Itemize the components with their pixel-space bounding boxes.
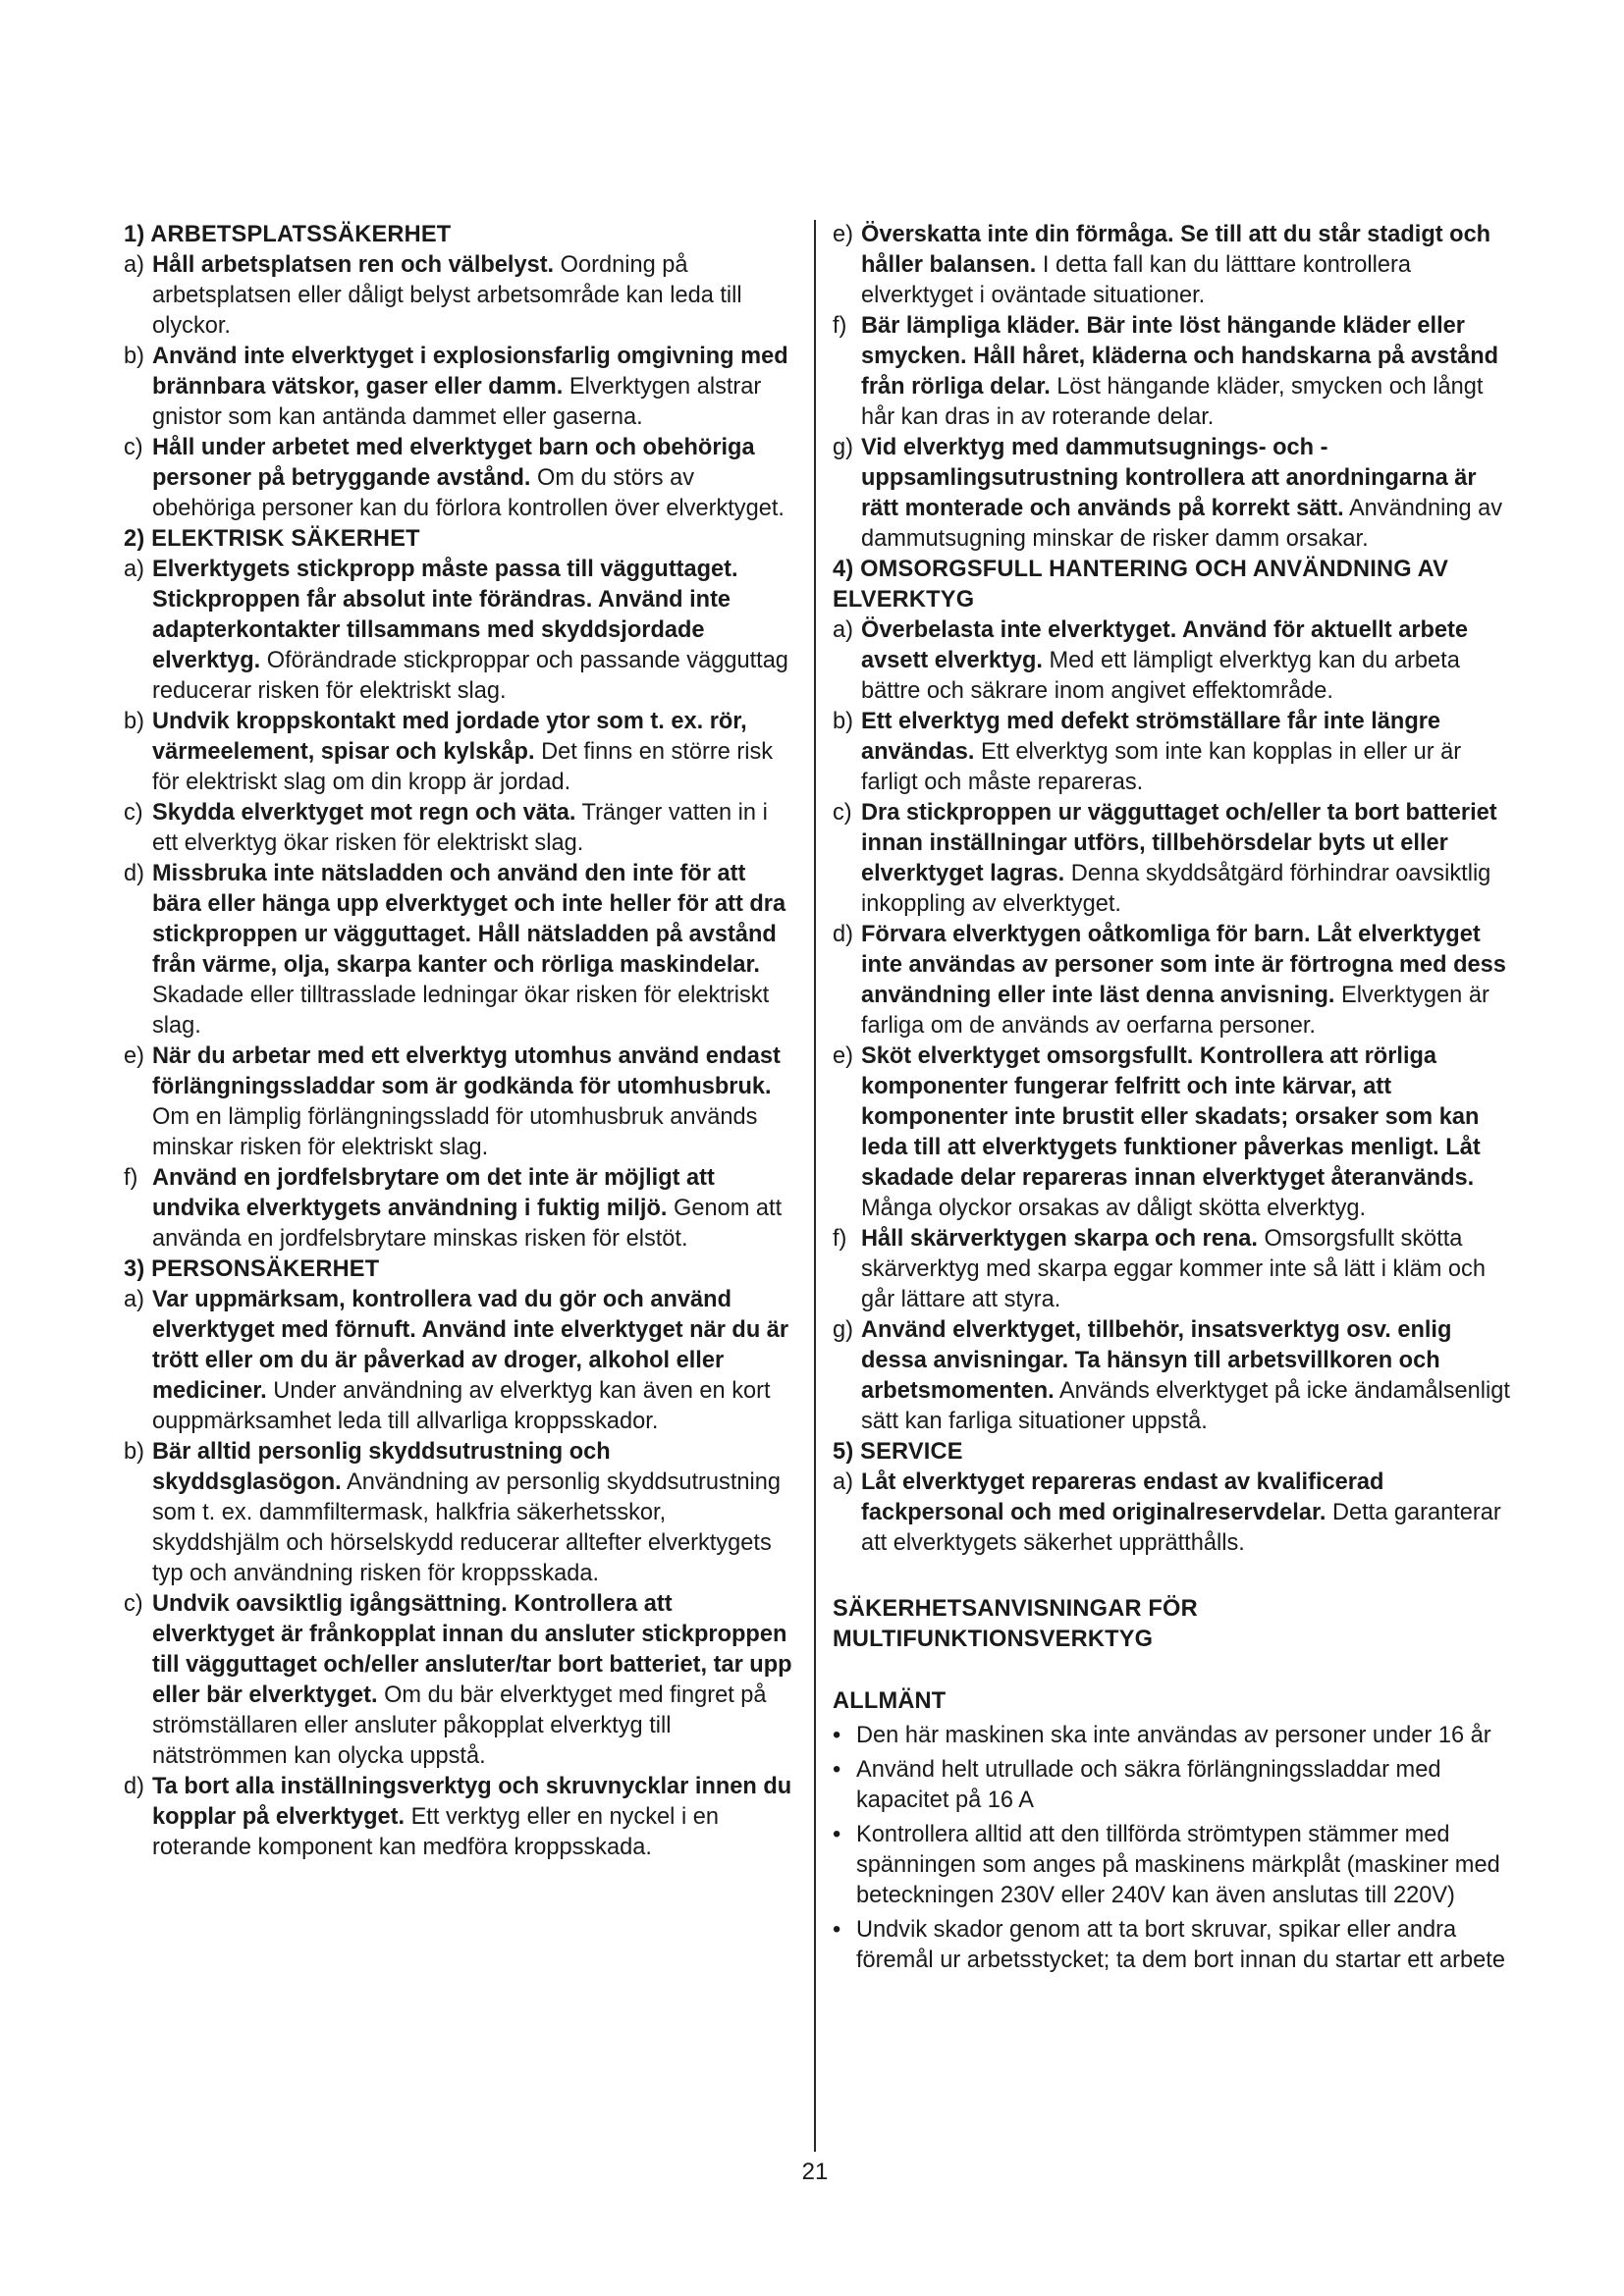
instruction-item bbox=[124, 433, 793, 524]
item-label: a) bbox=[833, 617, 853, 643]
item-body-text: Genom att använda en jordfelsbrytare minskas risken för elstöt. bbox=[152, 1196, 783, 1252]
item-bold-text: Håll arbetsplatsen ren och välbelyst. bbox=[152, 252, 555, 278]
item-bold-text: Använd en jordfelsbrytare om det inte är möjligt att undvika elverktygets användning i fuktig miljö. bbox=[152, 1165, 715, 1221]
item-bold-text: Håll skärverktygen skarpa och rena. bbox=[861, 1226, 1258, 1252]
item-label: a) bbox=[833, 1469, 853, 1495]
item-bold-text: Förvara elverktygen oåtkomliga för barn. Låt elverktyget inte användas av personer som inte är förtrogna med dess användning eller inte läst denna anvisning. bbox=[861, 922, 1506, 1008]
item-label: f) bbox=[833, 313, 847, 339]
item-body-text: Skadade eller tilltrasslade ledningar ökar risken för elektriskt slag. bbox=[152, 983, 770, 1039]
left-column bbox=[124, 220, 793, 1863]
item-label: f) bbox=[124, 1165, 138, 1191]
right-column bbox=[833, 220, 1520, 1976]
item-label: a) bbox=[124, 1287, 144, 1312]
item-label: e) bbox=[833, 222, 853, 247]
item-label: b) bbox=[124, 344, 144, 369]
item-bold-text: Undvik kroppskontakt med jordade ytor som t. ex. rör, värmeelement, spisar och kylskåp. bbox=[152, 709, 747, 765]
item-label: b) bbox=[124, 1439, 144, 1465]
item-body-text: Ett verktyg eller en nyckel i en roterande komponent kan medföra kroppsskada. bbox=[152, 1804, 719, 1860]
section-heading: SÄKERHETSANVISNINGAR FÖR MULTIFUNKTIONSVERKTYG bbox=[833, 1596, 1198, 1652]
item-bold-text: Dra stickproppen ur vägguttaget och/eller ta bort batteriet innan inställningar utförs, tillbehörsdelar byts ut eller elverktyget lagras. bbox=[861, 800, 1497, 886]
section-heading: 2) ELEKTRISK SÄKERHET bbox=[124, 526, 420, 552]
instruction-item bbox=[833, 798, 1520, 920]
item-label: a) bbox=[124, 252, 144, 278]
item-bold-text: Undvik oavsiktlig igångsättning. Kontrollera att elverktyget är frånkopplat innan du ansluter stickproppen till vägguttaget och/eller ansluter/tar bort batteriet, tar upp eller bär elverktyget. bbox=[152, 1591, 792, 1708]
item-label: c) bbox=[124, 1591, 143, 1617]
instruction-item bbox=[124, 707, 793, 798]
item-body-text: Elverktygen alstrar gnistor som kan antända dammet eller gaserna. bbox=[152, 374, 762, 430]
item-label: g) bbox=[833, 1317, 853, 1343]
bullet-dot-icon: • bbox=[833, 1757, 841, 1783]
instruction-item bbox=[124, 250, 793, 342]
column-divider bbox=[814, 220, 816, 2152]
instruction-item bbox=[833, 433, 1520, 555]
bullet-text: Använd helt utrullade och säkra förlängningssladdar med kapacitet på 16 A bbox=[856, 1757, 1441, 1813]
item-body-text: Omsorgsfullt skötta skärverktyg med skarpa eggar kommer inte så lätt i kläm och går lättare att styra. bbox=[861, 1226, 1486, 1312]
bullet-item bbox=[833, 1820, 1520, 1911]
bullet-text: Den här maskinen ska inte användas av personer under 16 år bbox=[856, 1723, 1491, 1748]
instruction-item bbox=[833, 615, 1520, 707]
item-bold-text: Låt elverktyget repareras endast av kvalificerad fackpersonal och med originalreservdelar. bbox=[861, 1469, 1384, 1525]
item-bold-text: Överskatta inte din förmåga. Se till att du står stadigt och håller balansen. bbox=[861, 222, 1491, 278]
item-body-text: Om du bär elverktyget med fingret på strömställaren eller ansluter påkopplat elverktyg till nätströmmen kan olycka uppstå. bbox=[152, 1682, 767, 1769]
instruction-item bbox=[124, 555, 793, 707]
section-heading: 3) PERSONSÄKERHET bbox=[124, 1256, 380, 1282]
instruction-item bbox=[124, 1163, 793, 1255]
item-body-text: Under användning av elverktyg kan även en kort ouppmärksamhet leda till allvarliga kroppsskador. bbox=[152, 1378, 771, 1434]
instruction-item bbox=[833, 220, 1520, 311]
instruction-item bbox=[124, 1285, 793, 1437]
instruction-item bbox=[833, 1224, 1520, 1315]
item-label: f) bbox=[833, 1226, 847, 1252]
bullet-dot-icon: • bbox=[833, 1723, 841, 1748]
item-label: g) bbox=[833, 435, 853, 460]
item-label: d) bbox=[124, 861, 144, 886]
item-bold-text: Sköt elverktyget omsorgsfullt. Kontrollera att rörliga komponenter fungerar felfritt och inte kärvar, att komponenter inte brustit eller skadats; orsaker som kan leda till att elverktygets funktioner påverkas menligt. Låt skadade delar repareras innan elverktyget återanvänds. bbox=[861, 1043, 1481, 1191]
item-bold-text: När du arbetar med ett elverktyg utomhus använd endast förlängningssladdar som är godkända för utomhusbruk. bbox=[152, 1043, 781, 1099]
item-bold-text: Missbruka inte nätsladden och använd den inte för att bära eller hänga upp elverktyget och inte heller för att dra stickproppen ur vägguttaget. Håll nätsladden på avstånd från värme, olja, skarpa kanter och rörliga maskindelar. bbox=[152, 861, 786, 978]
item-bold-text: Använd elverktyget, tillbehör, insatsverktyg osv. enlig dessa anvisningar. Ta hänsyn till arbetsvillkoren och arbetsmomenten. bbox=[861, 1317, 1452, 1404]
instruction-item bbox=[124, 859, 793, 1041]
section-heading: ALLMÄNT bbox=[833, 1688, 947, 1714]
item-label: d) bbox=[124, 1774, 144, 1799]
instruction-item bbox=[833, 1468, 1520, 1559]
item-bold-text: Överbelasta inte elverktyget. Använd för aktuellt arbete avsett elverktyg. bbox=[861, 617, 1469, 673]
section-heading: 5) SERVICE bbox=[833, 1439, 963, 1465]
item-body-text: Tränger vatten in i ett elverktyg ökar risken för elektriskt slag. bbox=[152, 800, 768, 856]
item-label: d) bbox=[833, 922, 853, 947]
item-bold-text: Bär alltid personlig skyddsutrustning och skyddsglasögon. bbox=[152, 1439, 611, 1495]
item-body-text: Denna skyddsåtgärd förhindrar oavsiktlig inkoppling av elverktyget. bbox=[861, 861, 1491, 917]
bullet-item bbox=[833, 1755, 1520, 1816]
item-body-text: Löst hängande kläder, smycken och långt hår kan dras in av roterande delar. bbox=[861, 374, 1484, 430]
item-body-text: Användning av dammutsugning minskar de risker damm orsakar. bbox=[861, 496, 1503, 552]
item-label: b) bbox=[124, 709, 144, 734]
item-bold-text: Bär lämpliga kläder. Bär inte löst hängande kläder eller smycken. Håll håret, kläderna och handskarna på avstånd från rörliga delar. bbox=[861, 313, 1499, 400]
item-body-text: Elverktygen är farliga om de används av oerfarna personer. bbox=[861, 983, 1489, 1039]
section-heading: 4) OMSORGSFULL HANTERING OCH ANVÄNDNING AV ELVERKTYG bbox=[833, 557, 1449, 613]
bullet-dot-icon: • bbox=[833, 1822, 841, 1847]
item-label: c) bbox=[833, 800, 852, 826]
item-bold-text: Skydda elverktyget mot regn och väta. bbox=[152, 800, 576, 826]
item-label: e) bbox=[124, 1043, 144, 1069]
instruction-item bbox=[124, 342, 793, 433]
item-body-text: Används elverktyget på icke ändamålsenligt sätt kan farliga situationer uppstå. bbox=[861, 1378, 1510, 1434]
item-label: a) bbox=[124, 557, 144, 582]
item-bold-text: Var uppmärksam, kontrollera vad du gör och använd elverktyget med förnuft. Använd inte elverktyget när du är trött eller om du är påverkad av droger, alkohol eller mediciner. bbox=[152, 1287, 789, 1404]
instruction-item bbox=[124, 1589, 793, 1772]
item-body-text: Oförändrade stickproppar och passande vägguttag reducerar risken för elektriskt slag. bbox=[152, 648, 788, 704]
item-body-text: Användning av personlig skyddsutrustning som t. ex. dammfiltermask, halkfria säkerhetsskor, skyddshjälm och hörselskydd reducerar alltefter elverktygets typ och användning risken för kroppsskada. bbox=[152, 1469, 781, 1586]
item-bold-text: Ta bort alla inställningsverktyg och skruvnycklar innen du kopplar på elverktyget. bbox=[152, 1774, 792, 1830]
bullet-item bbox=[833, 1915, 1520, 1976]
instruction-item bbox=[833, 707, 1520, 798]
item-body-text: Om en lämplig förlängningssladd för utomhusbruk används minskar risken för elektriskt slag. bbox=[152, 1104, 758, 1160]
item-bold-text: Elverktygets stickpropp måste passa till vägguttaget. Stickproppen får absolut inte förändras. Använd inte adapterkontakter tillsammans med skyddsjordade elverktyg. bbox=[152, 557, 738, 673]
item-label: c) bbox=[124, 435, 143, 460]
bullet-dot-icon: • bbox=[833, 1917, 841, 1943]
item-body-text: Ett elverktyg som inte kan kopplas in eller ur är farligt och måste repareras. bbox=[861, 739, 1462, 795]
page-number: 21 bbox=[801, 2159, 829, 2185]
item-body-text: Med ett lämpligt elverktyg kan du arbeta bättre och säkrare inom angivet effektområde. bbox=[861, 648, 1460, 704]
bullet-text: Kontrollera alltid att den tillförda strömtypen stämmer med spänningen som anges på maskinens märkplåt (maskiner med beteckningen 230V eller 240V kan även anslutas till 220V) bbox=[856, 1822, 1500, 1908]
instruction-item bbox=[124, 1437, 793, 1589]
item-body-text: Många olyckor orsakas av dåligt skötta elverktyg. bbox=[861, 1196, 1367, 1221]
item-body-text: Om du störs av obehöriga personer kan du förlora kontrollen över elverktyget. bbox=[152, 465, 785, 521]
item-body-text: Det finns en större risk för elektriskt slag om din kropp är jordad. bbox=[152, 739, 774, 795]
item-label: c) bbox=[124, 800, 143, 826]
item-body-text: I detta fall kan du lätttare kontrollera elverktyget i oväntade situationer. bbox=[861, 252, 1411, 308]
item-bold-text: Håll under arbetet med elverktyget barn och obehöriga personer på betryggande avstånd. bbox=[152, 435, 755, 491]
bullet-text: Undvik skador genom att ta bort skruvar, spikar eller andra föremål ur arbetsstycket; ta dem bort innan du startar ett arbete bbox=[856, 1917, 1505, 1973]
item-bold-text: Använd inte elverktyget i explosionsfarlig omgivning med brännbara vätskor, gaser eller damm. bbox=[152, 344, 788, 400]
section-heading: 1) ARBETSPLATSSÄKERHET bbox=[124, 222, 452, 247]
instruction-item bbox=[833, 1041, 1520, 1224]
instruction-item bbox=[124, 798, 793, 859]
item-body-text: Oordning på arbetsplatsen eller dåligt belyst arbetsområde kan leda till olyckor. bbox=[152, 252, 742, 339]
item-body-text: Detta garanterar att elverktygets säkerhet upprätthålls. bbox=[861, 1500, 1501, 1556]
instruction-item bbox=[124, 1772, 793, 1863]
item-label: b) bbox=[833, 709, 853, 734]
instruction-item bbox=[833, 311, 1520, 433]
bullet-item bbox=[833, 1721, 1520, 1751]
instruction-item bbox=[833, 1315, 1520, 1437]
instruction-item bbox=[833, 920, 1520, 1041]
item-bold-text: Ett elverktyg med defekt strömställare får inte längre användas. bbox=[861, 709, 1441, 765]
instruction-item bbox=[124, 1041, 793, 1163]
item-label: e) bbox=[833, 1043, 853, 1069]
item-bold-text: Vid elverktyg med dammutsugnings- och -uppsamlingsutrustning kontrollera att anordningarna är rätt monterade och används på korrekt sätt. bbox=[861, 435, 1477, 521]
